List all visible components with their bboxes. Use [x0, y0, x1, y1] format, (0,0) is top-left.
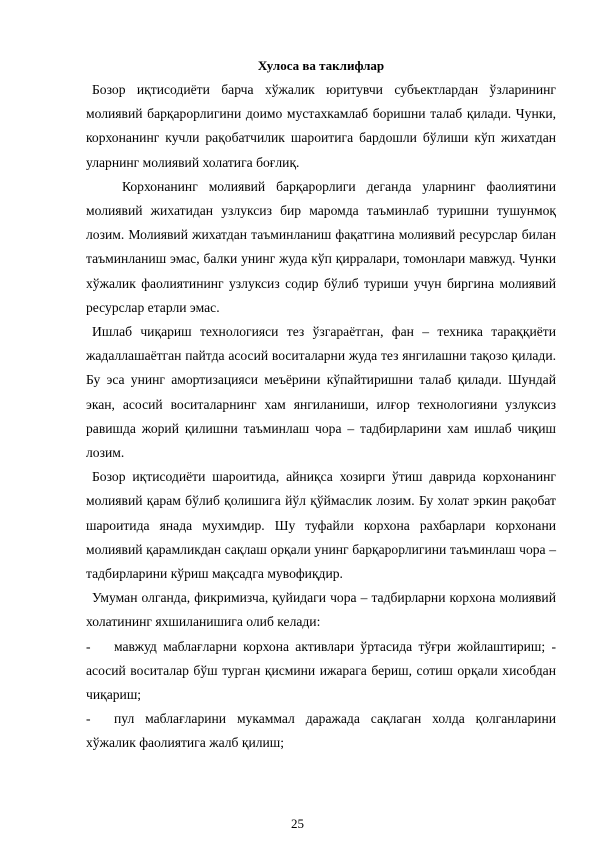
list-item-2	[86, 707, 556, 755]
section-title: Хулоса ва таклифлар	[257, 58, 385, 73]
paragraph-3: Ишлаб чиқариш технологияси тез ўзгараётган, фан – техника тараққиёти жадаллашаётган пайтда асосий воситаларни жуда тез янгилашни тақозо қилади. Бу эса унинг амортизацияси меъёрини кўпайтиришни талаб қилади. Шундай экан, асосий воситаларнинг хам янгиланиши, илғор технологияни узлуксиз равишда жорий қилишни таъминлаш чора – тадбирларини хам ишлаб чиқиш лозим.	[86, 324, 556, 461]
paragraph-1: Бозор иқтисодиёти барча хўжалик юритувчи субъектлардан ўзларининг молиявий барқарорлигини доимо мустахкамлаб боришни талаб қилади. Чунки, корхонанинг кучли рақобатчилик шароитига бардошли бўлиши кўп жихатдан уларнинг молиявий холатига боғлиқ.	[86, 82, 556, 170]
paragraph-4: Бозор иқтисодиёти шароитида, айниқса хозирги ўтиш даврида корхонанинг молиявий қарам бўлиб қолишига йўл қўймаслик лозим. Бу холат эркин рақобат шароитида янада мухимдир. Шу туфайли корхона рахбарлари корхонани молиявий қарамликдан сақлаш орқали унинг барқарорлигини таъминлаш чора – тадбирларини кўриш мақсадга мувофиқдир.	[86, 469, 556, 582]
document-page	[86, 56, 556, 756]
list-marker: -	[86, 711, 91, 727]
list-item-text: мавжуд маблағларни корхона активлари ўртасида тўғри жойлаштириш; - асосий воситалар бўш турган қисмини ижарага бериш, сотиш орқали хисобдан чиқариш;	[86, 638, 556, 703]
page-number: 25	[291, 816, 304, 831]
list-item-text: пул маблағларини мукаммал даражада сақлаган холда қолганларини хўжалик фаолиятига жалб қилиш;	[86, 711, 556, 751]
paragraph-2: Корхонанинг молиявий барқарорлиги деганда уларнинг фаолиятини молиявий жихатидан узлуксиз бир маромда таъминлаб туришни тушунмоқ лозим. Молиявий жихатдан таъминланиш фақатгина молиявий ресурслар билан таъминланиш эмас, балки унинг жуда кўп қирралари, томонлари мавжуд. Чунки хўжалик фаолиятининг узлуксиз содир бўлиб туриши учун биргина молиявий ресурслар етарли эмас.	[86, 178, 556, 315]
list-item-1	[86, 635, 556, 708]
list-marker: -	[86, 638, 91, 654]
paragraph-5: Умуман олганда, фикримизча, қуйидаги чора – тадбирларни корхона молиявий холатининг яхшиланишига олиб келади:	[86, 590, 556, 630]
